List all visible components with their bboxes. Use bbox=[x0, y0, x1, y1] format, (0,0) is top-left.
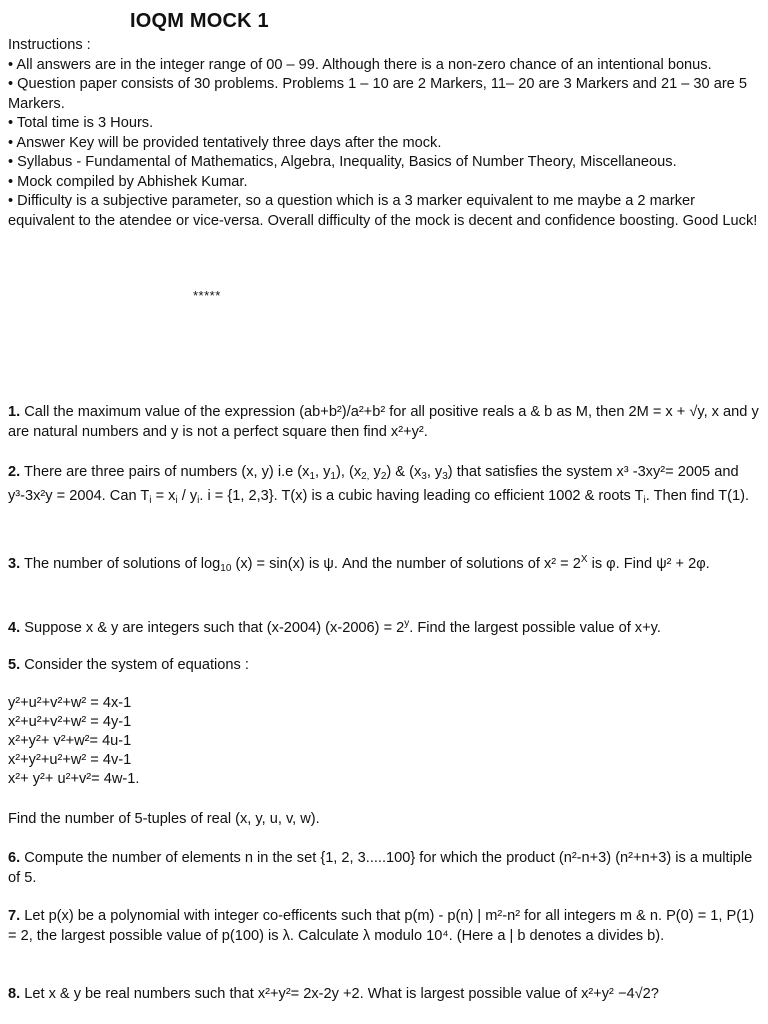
question-text: is φ. Find ψ² + 2φ. bbox=[587, 556, 710, 572]
question-text: , y bbox=[315, 464, 331, 480]
question-5-find: Find the number of 5-tuples of real (x, y, u, v, w). bbox=[8, 811, 320, 827]
subscript: i bbox=[197, 494, 200, 506]
question-text: Consider the system of equations : bbox=[20, 657, 249, 673]
question-number: 4. bbox=[8, 620, 21, 636]
subscript: 1 bbox=[330, 471, 336, 482]
instructions-heading: Instructions : bbox=[8, 37, 91, 53]
instruction-item: • Difficulty is a subjective parameter, so a question which is a 3 marker equivalent to me maybe a 2 marker equivalent to the atendee or vice-versa. Overall difficulty of the mock is decent and confidence boosting. Good Luck! bbox=[8, 193, 758, 229]
question-text: Call the maximum value of the expression (ab+b²)/a²+b² for all positive reals a & b as M, then 2M = x + √y, x and y are natural numbers and y is not a perfect square then find x²+y². bbox=[8, 404, 759, 440]
instruction-item: • Mock compiled by Abhishek Kumar. bbox=[8, 173, 248, 190]
instruction-item: • Question paper consists of 30 problems. Problems 1 – 10 are 2 Markers, 11– 20 are 3 Markers and 21 – 30 are 5 Markers. bbox=[8, 76, 747, 112]
subscript: 2 bbox=[380, 471, 387, 482]
question-7 bbox=[8, 907, 760, 946]
equation-line: x²+y²+ v²+w²= 4u-1 bbox=[8, 733, 132, 749]
superscript: y bbox=[404, 618, 410, 629]
subscript: i bbox=[643, 494, 646, 506]
instruction-item: • Answer Key will be provided tentatively three days after the mock. bbox=[8, 134, 442, 151]
question-number: 5. bbox=[8, 657, 21, 673]
instruction-item: • Total time is 3 Hours. bbox=[8, 115, 154, 131]
question-1 bbox=[8, 403, 760, 442]
question-text: . i = {1, 2,3}. T(x) is a cubic having leading co efficient 1002 & roots T bbox=[199, 487, 644, 504]
question-text: Let x & y be real numbers such that x²+y²= 2x-2y +2. What is largest possible value of x²+y² −4√2? bbox=[20, 986, 659, 1002]
question-text: Let p(x) be a polynomial with integer co-efficents such that p(m) - p(n) | m²-n² for all integers m & n. P(0) = 1, P(1) = 2, the largest possible value of p(100) is λ. Calculate λ modulo 10⁴. (Here a | b denotes a divides b). bbox=[8, 908, 755, 944]
instructions-section bbox=[8, 36, 760, 231]
question-number: 8. bbox=[8, 986, 21, 1002]
question-text: ) that satisfies the system x³ -3xy²= 2005 and y³-3x²y = 2004. Can T bbox=[8, 464, 739, 504]
question-text: ) & (x bbox=[386, 464, 422, 480]
question-number: 6. bbox=[8, 850, 21, 866]
subscript: i bbox=[175, 494, 178, 506]
question-2 bbox=[8, 461, 760, 508]
question-text: The number of solutions of log bbox=[20, 556, 221, 572]
equation-line: x²+y²+u²+w² = 4v-1 bbox=[8, 752, 132, 768]
question-4 bbox=[8, 619, 760, 639]
page-title: IOQM MOCK 1 bbox=[130, 10, 269, 32]
question-text: = x bbox=[151, 487, 176, 504]
subscript: i bbox=[149, 494, 152, 506]
question-text: . Then find T(1). bbox=[645, 487, 750, 504]
question-text: / y bbox=[177, 487, 198, 504]
question-3 bbox=[8, 555, 760, 575]
equation-line: x²+ y²+ u²+v²= 4w-1. bbox=[8, 771, 140, 787]
question-number: 7. bbox=[8, 908, 21, 924]
question-number: 3. bbox=[8, 556, 21, 572]
section-separator: ***** bbox=[193, 288, 221, 303]
instruction-item: • All answers are in the integer range of 00 – 99. Although there is a non-zero chance of an intentional bonus. bbox=[8, 56, 712, 73]
question-text: y bbox=[369, 464, 381, 480]
question-text: Compute the number of elements n in the set {1, 2, 3.....100} for which the product (n²-n+3) (n²+n+3) is a multiple of 5. bbox=[8, 850, 753, 886]
question-text: (x) = sin(x) is ψ. And the number of solutions of x² = 2 bbox=[231, 556, 581, 572]
subscript: 3 bbox=[442, 471, 448, 482]
question-8 bbox=[8, 985, 760, 1005]
question-text: , y bbox=[426, 464, 443, 480]
subscript: 3 bbox=[421, 471, 427, 482]
question-text: There are three pairs of numbers (x, y) i.e (x bbox=[20, 464, 310, 480]
subscript: 2, bbox=[361, 471, 370, 482]
question-5 bbox=[8, 656, 760, 676]
question-text: Suppose x & y are integers such that (x-2004) (x-2006) = 2 bbox=[20, 620, 405, 636]
subscript: 10 bbox=[220, 563, 232, 574]
subscript: 1 bbox=[309, 471, 316, 482]
instruction-item: • Syllabus - Fundamental of Mathematics, Algebra, Inequality, Basics of Number Theory, Miscellaneous. bbox=[8, 154, 677, 170]
equation-line: x²+u²+v²+w² = 4y-1 bbox=[8, 714, 132, 730]
question-6 bbox=[8, 849, 760, 888]
equation-line: y²+u²+v²+w² = 4x-1 bbox=[8, 695, 132, 711]
question-number: 1. bbox=[8, 404, 21, 420]
question-text: ), (x bbox=[335, 464, 362, 480]
question-number: 2. bbox=[8, 464, 21, 480]
superscript: X bbox=[580, 554, 588, 565]
question-text: . Find the largest possible value of x+y. bbox=[409, 620, 661, 636]
